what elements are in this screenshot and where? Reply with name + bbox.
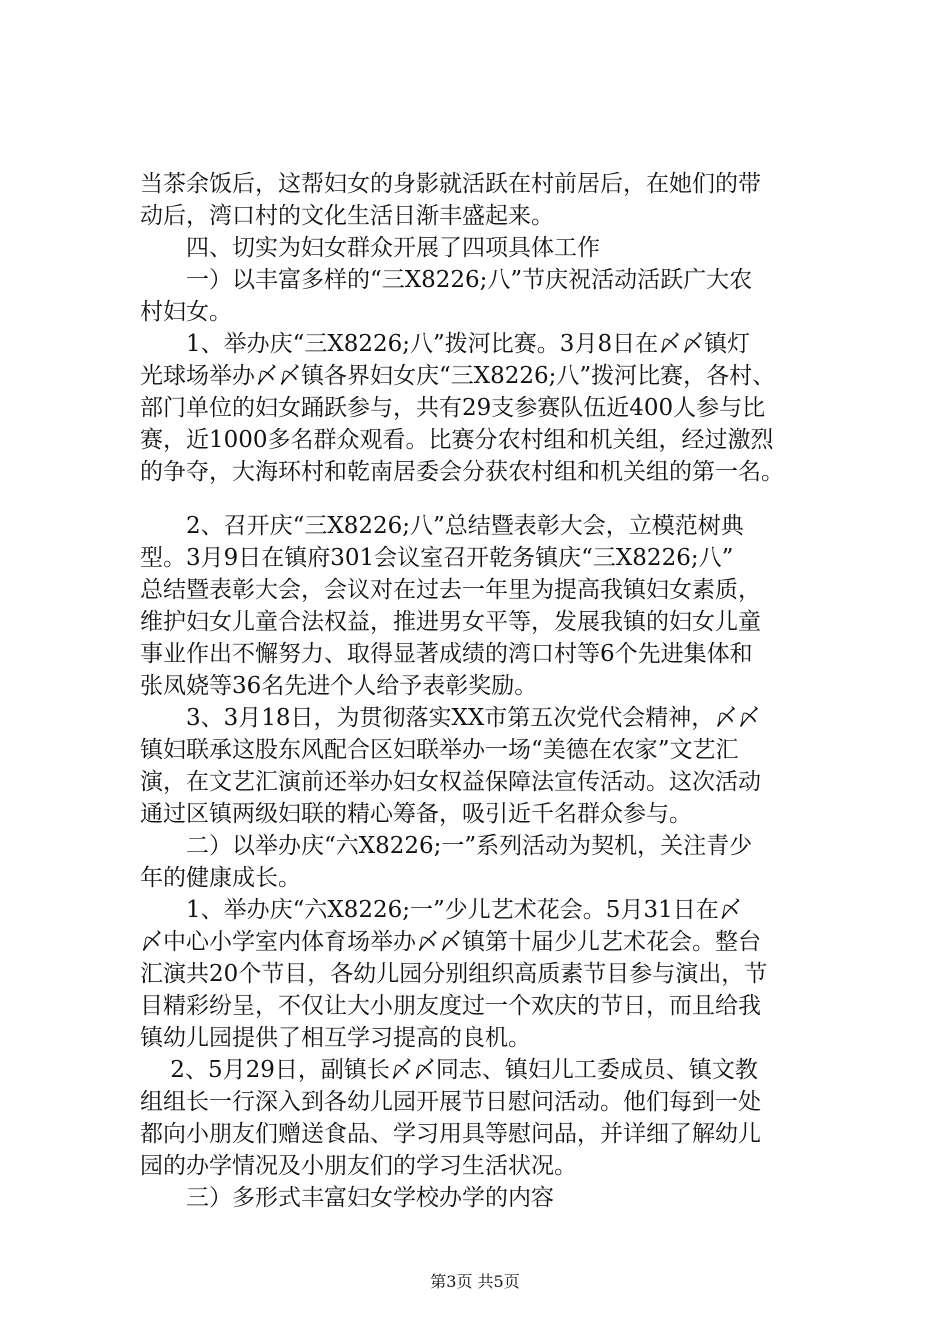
text-line: 四、切实为妇女群众开展了四项具体工作 <box>140 235 600 261</box>
text-line: 的争夺，大海环村和乾南居委会分获农村组和机关组的第一名。 <box>140 459 784 485</box>
text-line: 张凤娆等36名先进个人给予表彰奖励。 <box>140 673 538 699</box>
text-line: 动后，湾口村的文化生活日渐丰盛起来。 <box>140 203 554 229</box>
text-line: 2、召开庆“三X8226;八”总结暨表彰大会，立模范树典 <box>140 513 744 539</box>
text-line: 总结暨表彰大会，会议对在过去一年里为提高我镇妇女素质， <box>140 577 761 603</box>
text-line: 目精彩纷呈，不仅让大小朋友度过一个欢庆的节日，而且给我 <box>140 993 761 1019</box>
subheading-1 <box>140 264 840 328</box>
text-line: 事业作出不懈努力、取得显著成绩的湾口村等6个先进集体和 <box>140 641 753 667</box>
text-line: 园的办学情况及小朋友们的学习生活状况。 <box>140 1153 577 1179</box>
subheading-2 <box>140 830 840 894</box>
text-line: 年的健康成长。 <box>140 865 301 891</box>
text-line: 组组长一行深入到各幼儿园开展节日慰问活动。他们每到一处 <box>140 1089 761 1115</box>
text-line: 2、5月29日，副镇长〆〆同志、镇妇儿工委成员、镇文教 <box>140 1057 758 1083</box>
text-line: 3、3月18日，为贯彻落实XX市第五次党代会精神，〆〆 <box>140 705 761 731</box>
paragraph-visit <box>140 1054 840 1182</box>
text-line: 赛，近1000多名群众观看。比赛分农村组和机关组，经过激烈 <box>140 427 774 453</box>
text-line: 汇演共20个节目，各幼儿园分别组织高质素节目参与演出，节 <box>140 961 768 987</box>
subheading-3 <box>140 1182 840 1214</box>
text-line: 镇幼儿园提供了相互学习提高的良机。 <box>140 1025 531 1051</box>
text-line: 部门单位的妇女踊跃参与，共有29支参赛队伍近400人参与比 <box>140 395 766 421</box>
paragraph-art-festival <box>140 894 840 1054</box>
paragraph-tug-of-war <box>140 328 840 488</box>
text-line: 维护妇女儿童合法权益，推进男女平等，发展我镇的妇女儿童 <box>140 609 761 635</box>
page-number: 第3页 共5页 <box>430 1272 520 1291</box>
paragraph-gap <box>140 488 840 510</box>
text-line: 1、举办庆“三X8226;八”拨河比赛。3月8日在〆〆镇灯 <box>140 331 751 357</box>
document-body <box>140 168 840 1214</box>
text-line: 镇妇联承这股东风配合区妇联举办一场“美德在农家”文艺汇 <box>140 737 739 763</box>
text-line: 三）多形式丰富妇女学校办学的内容 <box>140 1185 554 1211</box>
text-line: 1、举办庆“六X8226;一”少儿艺术花会。5月31日在〆 <box>140 897 742 923</box>
paragraph-performance <box>140 702 840 830</box>
page-footer <box>0 1272 950 1292</box>
text-line: 村妇女。 <box>140 299 232 325</box>
text-line: 当茶余饭后，这帮妇女的身影就活跃在村前居后，在她们的带 <box>140 171 761 197</box>
text-line: 光球场举办〆〆镇各界妇女庆“三X8226;八”拨河比赛，各村、 <box>140 363 776 389</box>
paragraph-1 <box>140 168 840 232</box>
text-line: 二）以举办庆“六X8226;一”系列活动为契机，关注青少 <box>140 833 753 859</box>
text-line: 〆中心小学室内体育场举办〆〆镇第十届少儿艺术花会。整台 <box>140 929 761 955</box>
section-heading-4 <box>140 232 840 264</box>
text-line: 型。3月9日在镇府301会议室召开乾务镇庆“三X8226;八” <box>140 545 734 571</box>
text-line: 演，在文艺汇演前还举办妇女权益保障法宣传活动。这次活动 <box>140 769 761 795</box>
text-line: 一）以丰富多样的“三X8226;八”节庆祝活动活跃广大农 <box>140 267 753 293</box>
text-line: 通过区镇两级妇联的精心筹备，吸引近千名群众参与。 <box>140 801 692 827</box>
paragraph-commendation <box>140 510 840 702</box>
text-line: 都向小朋友们赠送食品、学习用具等慰问品，并详细了解幼儿 <box>140 1121 761 1147</box>
